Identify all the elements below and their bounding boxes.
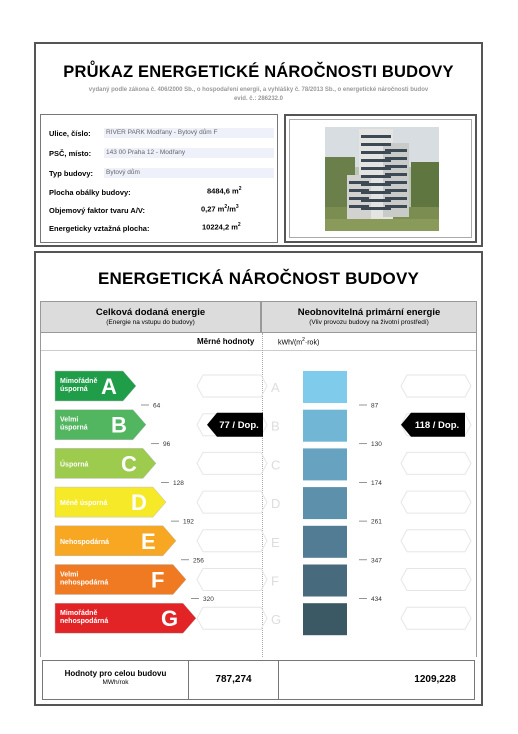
photo-inner-frame	[289, 119, 472, 238]
reference-area-label: Energeticky vztažná plocha:	[49, 224, 150, 233]
totals-unit: MWh/rok	[102, 679, 129, 686]
energy-class-scale	[41, 333, 478, 657]
class-label-line2: nehospodárná	[60, 579, 109, 587]
ghost-letter: E	[271, 534, 280, 550]
class-letter: C	[121, 451, 137, 477]
primary-class-block-c	[303, 448, 347, 480]
class-label-line2: nehospodárná	[60, 618, 109, 626]
class-label-line1: Mimořádně	[60, 610, 98, 618]
class-label: Nehospodárná	[60, 538, 110, 546]
ghost-letter: F	[271, 573, 279, 589]
empty-marker-slot-right	[401, 452, 471, 474]
class-letter: G	[161, 606, 179, 632]
totals-primary-value: 1209,228	[414, 674, 456, 685]
class-label: Úsporná	[60, 461, 89, 469]
threshold-value-right: 87	[371, 402, 379, 410]
empty-marker-slot-left	[197, 375, 267, 397]
threshold-value-left: 320	[203, 596, 214, 603]
threshold-value-left: 64	[153, 402, 161, 410]
certificate-header-panel	[34, 42, 483, 247]
class-label-line1: Velmi	[60, 416, 79, 424]
primary-class-block-f	[303, 565, 347, 597]
empty-marker-slot-right	[401, 530, 471, 552]
primary-energy-title: Neobnovitelná primární energie	[297, 307, 441, 318]
threshold-value-left: 256	[193, 557, 204, 565]
class-label: Méně úsporná	[60, 500, 108, 508]
street-label: Ulice, číslo:	[49, 129, 91, 138]
primary-class-block-e	[303, 526, 347, 558]
class-letter: B	[111, 412, 127, 438]
building-photo-frame	[284, 114, 477, 243]
empty-marker-slot-left	[197, 569, 267, 591]
primary-energy-marker-label: 118 / Dop.	[414, 420, 460, 432]
threshold-value-right: 347	[371, 557, 382, 565]
totals-label: Hodnoty pro celou budovu	[64, 669, 167, 678]
threshold-value-right: 261	[371, 518, 382, 526]
ghost-letter: B	[271, 418, 280, 434]
empty-marker-slot-right	[401, 375, 471, 397]
shape-factor-value: 0,27 $m^2/m^3$	[201, 204, 239, 214]
building-photo	[325, 127, 439, 231]
empty-marker-slot-right	[401, 491, 471, 513]
delivered-energy-subtitle: (Energie na vstupu do budovy)	[106, 319, 195, 326]
whole-building-totals	[42, 660, 475, 700]
class-letter: A	[101, 374, 117, 399]
envelope-area-label: Plocha obálky budovy:	[49, 188, 131, 197]
energy-rating-panel	[34, 251, 483, 706]
evidence-number: evid. č.: 286232.0	[233, 96, 284, 102]
delivered-energy-marker-label: 77 / Dop.	[219, 420, 259, 432]
rating-title: ENERGETICKÁ NÁROČNOST BUDOVY	[97, 269, 420, 288]
threshold-value-right: 434	[371, 596, 382, 603]
street-value: RIVER PARK Modřany - Bytový dům F	[104, 128, 274, 138]
type-label: Typ budovy:	[49, 169, 94, 178]
delivered-energy-title: Celková dodaná energie	[95, 307, 206, 318]
threshold-value-left: 128	[173, 479, 184, 487]
reference-area-value: 10224,2 $m^2$	[202, 222, 241, 232]
delivered-energy-header	[40, 301, 261, 333]
threshold-value-right: 130	[371, 441, 382, 449]
type-value: Bytový dům	[104, 168, 274, 178]
zip-label: PSČ, místo:	[49, 149, 92, 158]
empty-marker-slot-right	[401, 569, 471, 591]
empty-marker-slot-right	[401, 607, 471, 629]
ghost-letter: C	[271, 457, 281, 473]
empty-marker-slot-left	[197, 530, 267, 552]
threshold-value-left: 192	[183, 518, 194, 526]
class-letter: F	[151, 567, 165, 593]
primary-class-block-g	[303, 603, 347, 635]
specific-values-unit: kWh/$(m^2\cdot rok)$	[278, 337, 320, 347]
class-label-line1: Velmi	[60, 571, 79, 579]
legal-reference: vydaný podle zákona č. 406/2000 Sb., o hospodaření energií, a vyhlášky č. 78/2013 Sb., o energetické náročnosti budov	[88, 87, 429, 93]
specific-values-label: Měrné hodnoty	[197, 337, 255, 346]
primary-energy-header	[261, 301, 477, 333]
envelope-area-value: 8484,6 $m^2$	[207, 186, 242, 196]
ghost-letter: A	[271, 380, 280, 395]
ghost-letter: D	[271, 496, 281, 512]
shape-factor-label: Objemový faktor tvaru A/V:	[49, 206, 145, 215]
zip-value: 143 00 Praha 12 - Modřany	[104, 148, 274, 158]
class-letter: E	[141, 528, 156, 554]
empty-marker-slot-left	[197, 607, 267, 629]
primary-class-block-b	[303, 410, 347, 442]
primary-class-block-d	[303, 487, 347, 519]
empty-marker-slot-left	[197, 491, 267, 513]
ghost-letter: G	[271, 612, 282, 628]
building-info-box	[40, 114, 278, 243]
totals-label-cell	[43, 661, 189, 699]
primary-class-block-a	[303, 371, 347, 403]
class-label-line2: úsporná	[60, 386, 88, 393]
class-label-line1: Mimořádně	[60, 378, 98, 385]
certificate-title: PRŮKAZ ENERGETICKÉ NÁROČNOSTI BUDOVY	[63, 63, 454, 81]
totals-delivered-cell	[189, 661, 279, 699]
totals-delivered-value: 787,274	[215, 674, 252, 685]
class-letter: D	[131, 490, 147, 516]
threshold-value-right: 174	[371, 479, 382, 487]
threshold-value-left: 96	[163, 441, 171, 449]
primary-energy-subtitle: (Vliv provozu budovy na životní prostředí)	[309, 319, 429, 326]
empty-marker-slot-left	[197, 452, 267, 474]
class-label-line2: úsporná	[60, 424, 88, 432]
rating-area	[40, 333, 477, 657]
